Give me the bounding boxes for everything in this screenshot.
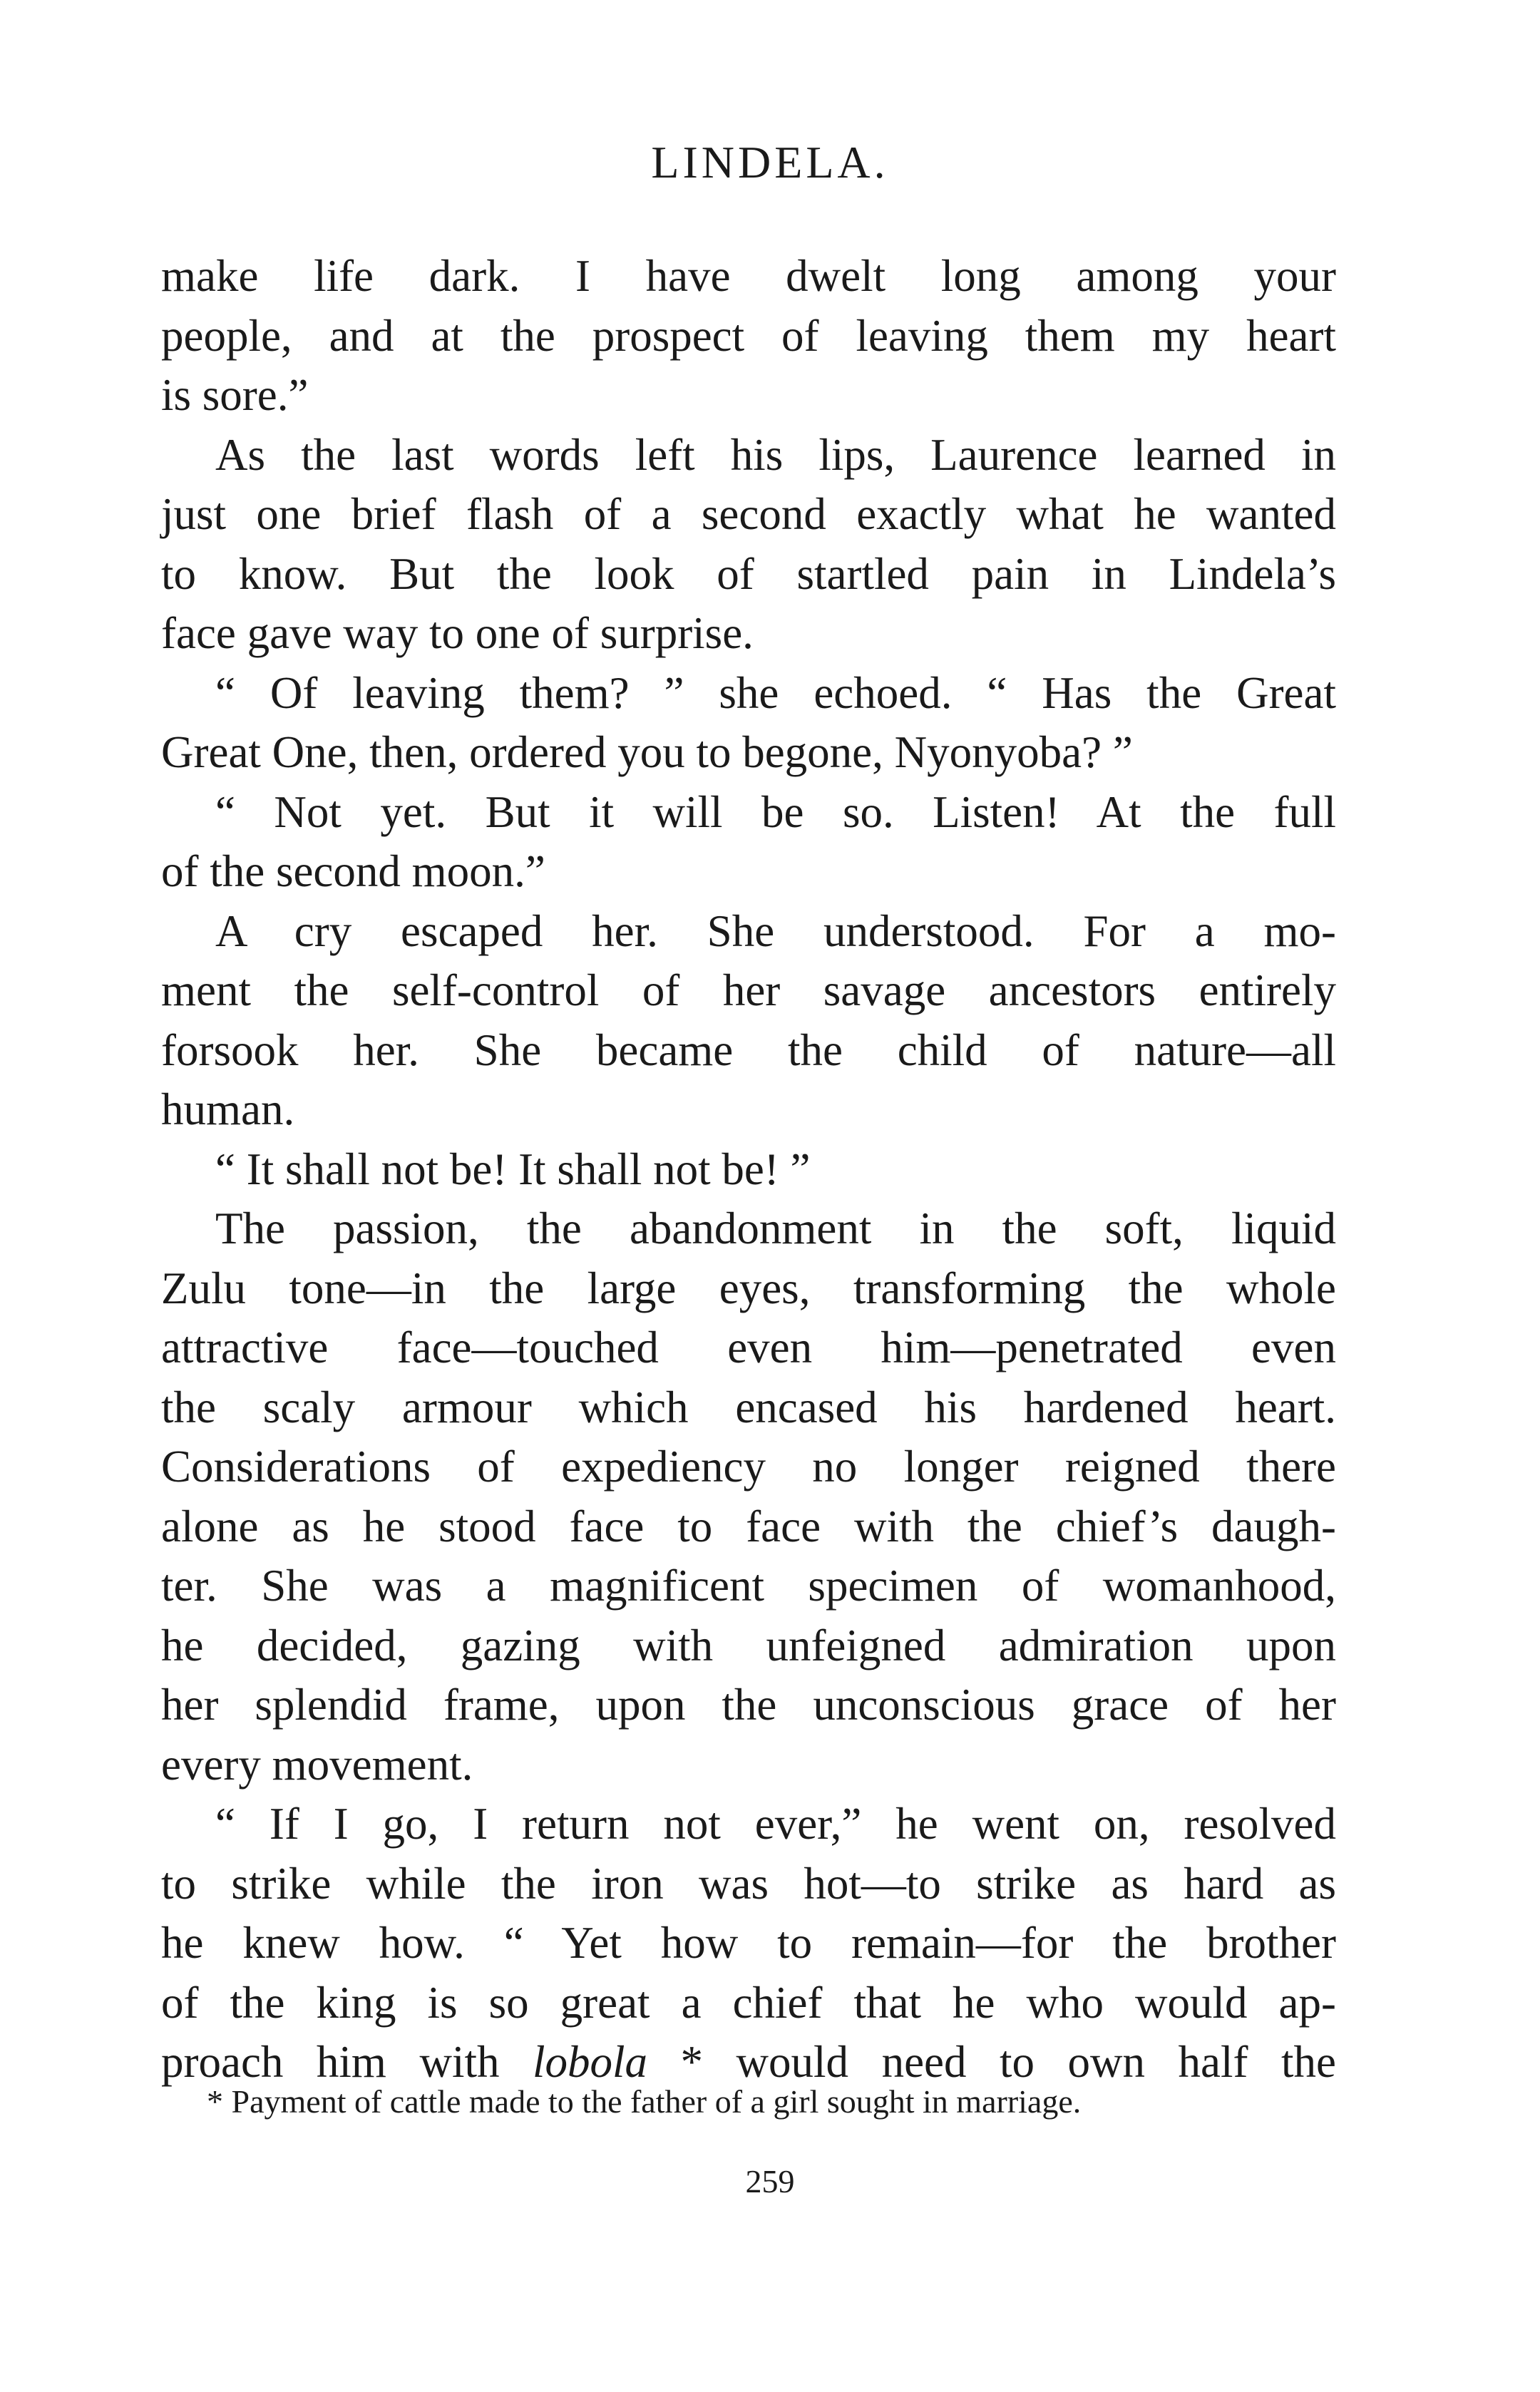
text-line: to know. But the look of startled pain in Lindela’s [161,548,1336,599]
text-line: just one brief flash of a second exactly what he wanted [161,489,1336,539]
text-line: every movement. [161,1739,473,1790]
body-text [161,247,1336,2093]
text-line: is sore.” [161,370,309,420]
text-line: of the king is so great a chief that he who would ap- [161,1977,1336,2028]
text-line: ter. She was a magnificent specimen of womanhood, [161,1561,1336,1611]
text-line: he knew how. “ Yet how to remain—for the brother [161,1918,1336,1968]
text-line: face gave way to one of surprise. [161,608,754,658]
text-line: “ Not yet. But it will be so. Listen! At the full [215,786,1336,837]
text-line: As the last words left his lips, Laurence learned in [215,429,1336,480]
text-line: alone as he stood face to face with the chief’s daugh- [161,1501,1336,1551]
text-line: people, and at the prospect of leaving them my heart [161,310,1336,361]
text-line: Great One, then, ordered you to begone, Nyonyoba? ” [161,727,1133,777]
text-line: ment the self-control of her savage ancestors entirely [161,965,1336,1015]
text-line: he decided, gazing with unfeigned admiration upon [161,1620,1336,1670]
text-line: the scaly armour which encased his hardened heart. [161,1382,1336,1432]
text-line: human. [161,1084,295,1134]
running-head: LINDELA. [651,137,889,188]
text-line: “ If I go, I return not ever,” he went on, resolved [215,1799,1336,1849]
text-line: her splendid frame, upon the unconscious grace of her [161,1680,1336,1730]
final-line-after: * would need to own half the [647,2037,1336,2087]
final-line-italic: lobola [532,2037,647,2087]
text-line: Considerations of expediency no longer reigned there [161,1442,1336,1492]
page-number: 259 [745,2163,795,2199]
text-lines [161,247,1336,2033]
text-line: “ Of leaving them? ” she echoed. “ Has the Great [215,667,1336,718]
text-line: to strike while the iron was hot—to strike as hard as [161,1858,1336,1909]
text-line: forsook her. She became the child of nature—all [161,1025,1336,1075]
text-line: attractive face—touched even him—penetrated even [161,1323,1336,1372]
footnote: * Payment of cattle made to the father of a girl sought in marriage. [207,2083,1082,2120]
text-line: Zulu tone—in the large eyes, transforming the whole [161,1263,1336,1313]
final-line-before: proach him with [161,2037,533,2087]
text-line: “ It shall not be! It shall not be! ” [215,1144,811,1194]
text-line: A cry escaped her. She understood. For a mo- [215,905,1336,956]
text-line: make life dark. I have dwelt long among your [161,251,1336,301]
text-line: of the second moon.” [161,846,545,896]
text-line: The passion, the abandonment in the soft, liquid [215,1203,1336,1253]
